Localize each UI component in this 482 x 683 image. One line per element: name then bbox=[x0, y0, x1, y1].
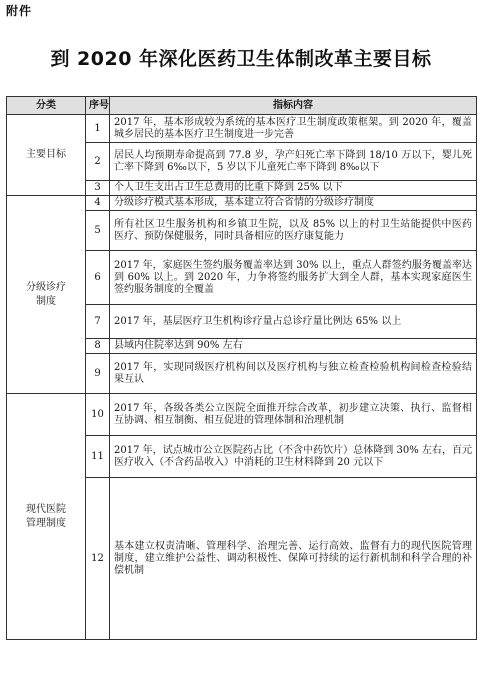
header-number: 序号 bbox=[86, 97, 110, 115]
row-number: 4 bbox=[86, 196, 110, 211]
table-row bbox=[7, 394, 477, 436]
table-row bbox=[7, 196, 477, 211]
row-content: 个人卫生支出占卫生总费用的比重下降到 25% 以下 bbox=[110, 181, 477, 196]
header-category: 分类 bbox=[7, 97, 86, 115]
category-cell bbox=[7, 394, 86, 640]
row-number: 9 bbox=[86, 354, 110, 394]
row-number: 11 bbox=[86, 436, 110, 478]
row-content: 2017 年，各级各类公立医院全面推开综合改革，初步建立决策、执行、监督相互协调、相互制衡、相互促进的管理体制和治理机制 bbox=[110, 394, 477, 436]
row-content: 所有社区卫生服务机构和乡镇卫生院，以及 85% 以上的村卫生站能提供中医药医疗、预防保健服务，同时具备相应的医疗康复能力 bbox=[110, 211, 477, 251]
row-number: 2 bbox=[86, 143, 110, 181]
reform-targets-table bbox=[6, 96, 477, 640]
category-cell bbox=[7, 115, 86, 196]
document-title: 到 2020 年深化医药卫生体制改革主要目标 bbox=[50, 48, 432, 70]
row-number: 3 bbox=[86, 181, 110, 196]
category-label: 分级诊疗制度 bbox=[26, 281, 66, 307]
row-content: 分级诊疗模式基本形成，基本建立符合省情的分级诊疗制度 bbox=[110, 196, 477, 211]
row-content: 2017 年，基层医疗卫生机构诊疗量占总诊疗量比例达 65% 以上 bbox=[110, 305, 477, 339]
category-cell bbox=[7, 196, 86, 394]
row-content: 基本建立权责清晰、管理科学、治理完善、运行高效、监督有力的现代医院管理制度，建立维护公益性、调动积极性、保障可持续的运行新机制和科学合理的补偿机制 bbox=[110, 478, 477, 640]
row-content: 县域内住院率达到 90% 左右 bbox=[110, 339, 477, 354]
row-number: 12 bbox=[86, 478, 110, 640]
row-content: 2017 年，家庭医生签约服务覆盖率达到 30% 以上，重点人群签约服务覆盖率达到 60% 以上。到 2020 年，力争将签约服务扩大到全人群，基本实现家庭医生签约服务制度的全覆盖 bbox=[110, 251, 477, 305]
table-row bbox=[7, 115, 477, 143]
category-label: 主要目标 bbox=[26, 149, 66, 160]
row-number: 5 bbox=[86, 211, 110, 251]
row-content: 2017 年，实现同级医疗机构间以及医疗机构与独立检查检验机构间检查检验结果互认 bbox=[110, 354, 477, 394]
row-content: 2017 年，试点城市公立医院药占比（不含中药饮片）总体降到 30% 左右，百元医疗收入（不含药品收入）中消耗的卫生材料降到 20 元以下 bbox=[110, 436, 477, 478]
row-content: 2017 年，基本形成较为系统的基本医疗卫生制度政策框架。到 2020 年，覆盖城乡居民的基本医疗卫生制度进一步完善 bbox=[110, 115, 477, 143]
row-number: 6 bbox=[86, 251, 110, 305]
table-header-row bbox=[7, 97, 477, 115]
row-number: 7 bbox=[86, 305, 110, 339]
header-content: 指标内容 bbox=[110, 97, 477, 115]
row-number: 1 bbox=[86, 115, 110, 143]
row-number: 10 bbox=[86, 394, 110, 436]
category-label: 现代医院管理制度 bbox=[26, 503, 66, 529]
annex-label: 附件 bbox=[6, 4, 33, 18]
row-content: 居民人均预期寿命提高到 77.8 岁，孕产妇死亡率下降到 18/10 万以下，婴儿死亡率下降到 6‰以下，5 岁以下儿童死亡率下降到 8‰以下 bbox=[110, 143, 477, 181]
row-number: 8 bbox=[86, 339, 110, 354]
